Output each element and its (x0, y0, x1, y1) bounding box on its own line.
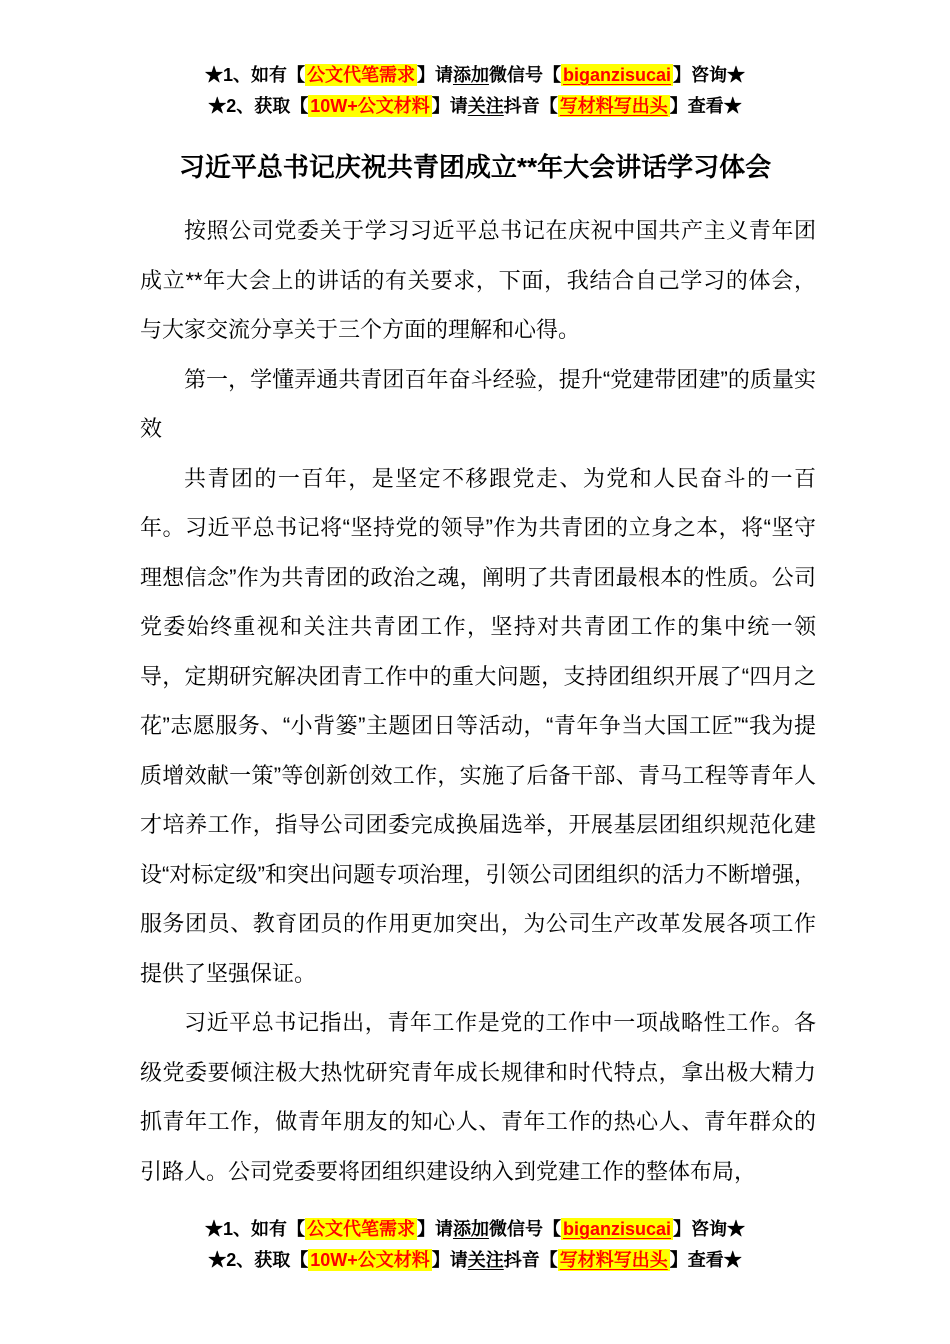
document-body (140, 206, 816, 1196)
promo-text-segment: 】请 (431, 96, 468, 116)
promo-footer-line-2 (0, 1245, 950, 1276)
promo-douyin-id: 写材料写出头 (559, 1250, 668, 1270)
promo-text-segment: 】咨询★ (673, 1219, 746, 1239)
body-paragraph: 共青团的一百年，是坚定不移跟党走、为党和人民奋斗的一百年。习近平总书记将“坚持党的领导”作为共青团的立身之本，将“坚守理想信念”作为共青团的政治之魂，阐明了共青团最根本的性质。公司党委始终重视和关注共青团工作，坚持对共青团工作的集中统一领导，定期研究解决团青工作中的重大问题，支持团组织开展了“四月之花”志愿服务、“小背篓”主题团日等活动，“青年争当大国工匠”“我为提质增效献一策”等创新创效工作，实施了后备干部、青马工程等青年人才培养工作，指导公司团委完成换届选举，开展基层团组织规范化建设“对标定级”和突出问题专项治理，引领公司团组织的活力不断增强，服务团员、教育团员的作用更加突出，为公司生产改革发展各项工作提供了坚强保证。 (140, 465, 816, 986)
promo-text-segment: ★1、如有【 (204, 65, 305, 85)
promo-text-segment: 微信号【 (488, 65, 561, 85)
promo-header-line-1 (0, 60, 950, 91)
promo-douyin-id: 写材料写出头 (559, 96, 668, 116)
promo-header-line-2 (0, 91, 950, 122)
promo-text-segment: ★2、获取【 (208, 1250, 309, 1270)
promo-text-segment: 】请 (431, 1250, 468, 1270)
promo-text-segment: 】请 (416, 1219, 453, 1239)
promo-text-segment: 】查看★ (669, 1250, 742, 1270)
promo-text-segment: 微信号【 (488, 1219, 561, 1239)
promo-underlined-text: 关注 (467, 1250, 504, 1270)
promo-underlined-text: 添加 (452, 65, 489, 85)
body-paragraph: 按照公司党委关于学习习近平总书记在庆祝中国共产主义青年团成立**年大会上的讲话的有关要求，下面，我结合自己学习的体会，与大家交流分享关于三个方面的理解和心得。 (140, 218, 816, 342)
promo-wechat-id: biganzisucai (562, 65, 672, 85)
promo-header (0, 0, 950, 122)
promo-text-segment: 】请 (416, 65, 453, 85)
body-paragraph: 第一，学懂弄通共青团百年奋斗经验，提升“党建带团建”的质量实效 (140, 366, 816, 441)
promo-text-segment: 】咨询★ (673, 65, 746, 85)
body-paragraph: 习近平总书记指出，青年工作是党的工作中一项战略性工作。各级党委要倾注极大热忱研究青年成长规律和时代特点，拿出极大精力抓青年工作，做青年朋友的知心人、青年工作的热心人、青年群众的引路人。公司党委要将团组织建设纳入到党建工作的整体布局， (140, 1010, 816, 1184)
promo-text-segment: ★1、如有【 (204, 1219, 305, 1239)
promo-highlight-keyword: 公文代笔需求 (306, 1219, 415, 1239)
promo-highlight-keyword: 10W+公文材料 (310, 96, 430, 116)
promo-wechat-id: biganzisucai (562, 1219, 672, 1239)
promo-text-segment: 抖音【 (503, 1250, 558, 1270)
promo-text-segment: 】查看★ (669, 96, 742, 116)
promo-text-segment: 抖音【 (503, 96, 558, 116)
promo-highlight-keyword: 公文代笔需求 (306, 65, 415, 85)
promo-underlined-text: 关注 (467, 96, 504, 116)
promo-highlight-keyword: 10W+公文材料 (310, 1250, 430, 1270)
promo-text-segment: ★2、获取【 (208, 96, 309, 116)
document-title: 习近平总书记庆祝共青团成立**年大会讲话学习体会 (178, 152, 772, 182)
promo-footer-line-1 (0, 1214, 950, 1245)
promo-footer (0, 1214, 950, 1276)
promo-underlined-text: 添加 (452, 1219, 489, 1239)
